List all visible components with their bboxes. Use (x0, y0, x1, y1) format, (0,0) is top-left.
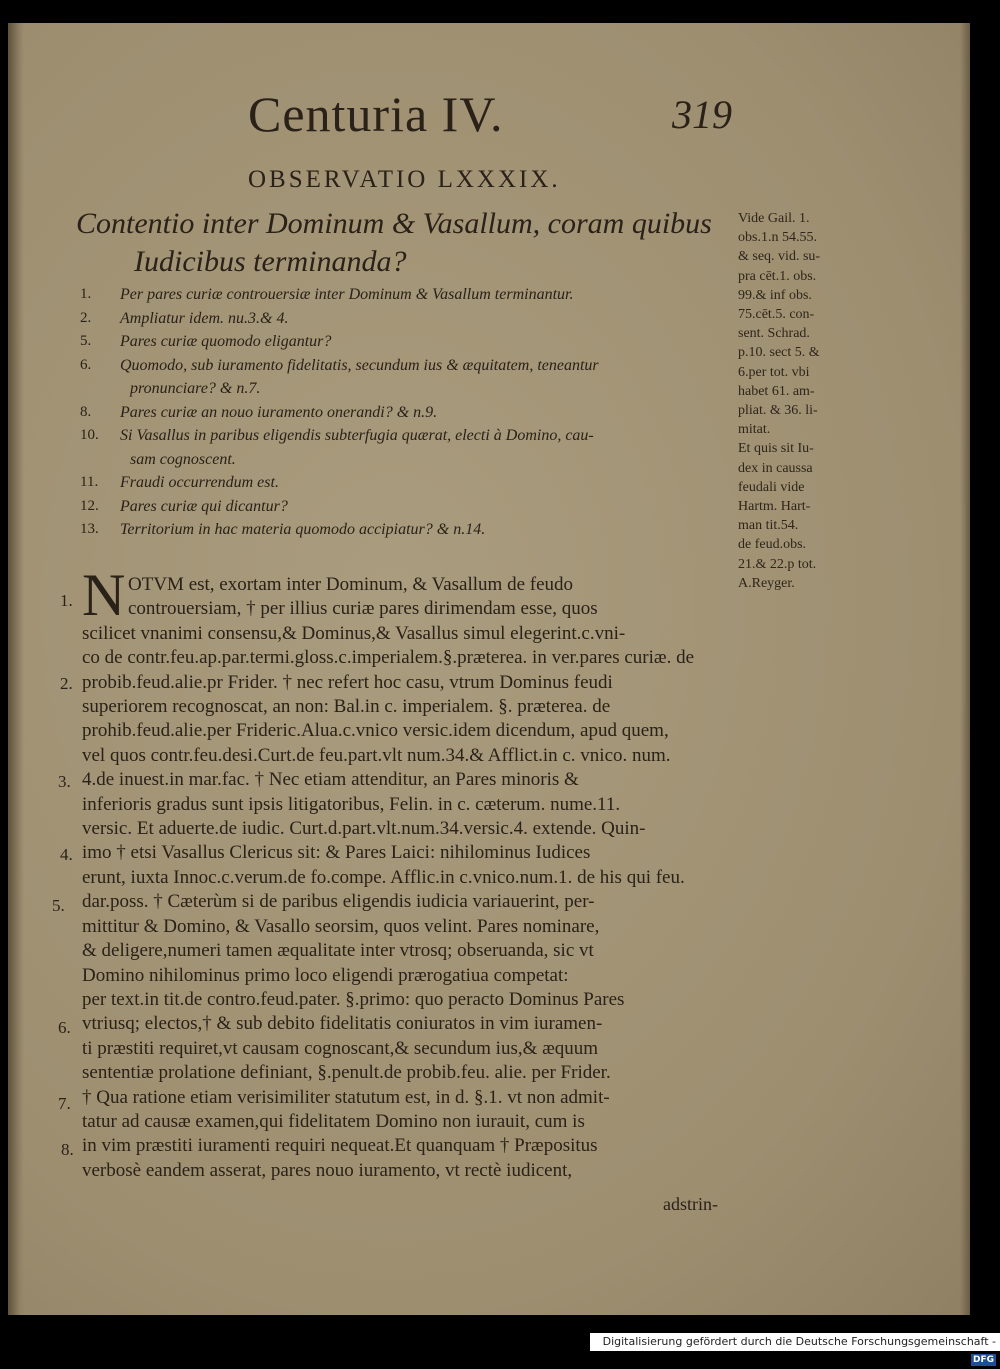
sidenote-line: 99.& inf obs. (738, 287, 812, 303)
body-line: vel quos contr.feu.desi.Curt.de feu.part.vlt num.34.& Afflict.in c. vnico. num. (82, 744, 671, 766)
margin-sidenote (738, 209, 850, 593)
body-line: † Qua ratione etiam verisimiliter statutum est, in d. §.1. vt non admit- (82, 1086, 610, 1108)
margin-number: 8. (61, 1140, 74, 1159)
summary-text: Pares curiæ qui dicantur? (120, 497, 288, 515)
summary-text: Fraudi occurrendum est. (120, 474, 279, 491)
body-line: prohib.feud.alie.per Frideric.Alua.c.vnico versic.idem dicendum, apud quem, (82, 720, 669, 742)
summary-text: Pares curiæ an nouo iuramento onerandi? & n.9. (120, 403, 438, 421)
body-line: 4.de inuest.in mar.fac. † Nec etiam attenditur, an Pares minoris & (82, 769, 579, 791)
margin-number: 4. (60, 845, 73, 864)
body-line: superiorem recognoscat, an non: Bal.in c. imperialem. §. præterea. de (82, 696, 611, 718)
summary-text: Quomodo, sub iuramento fidelitatis, secundum ius & æquitatem, teneantur (120, 356, 599, 374)
sidenote-line: pra cēt.1. obs. (738, 268, 817, 284)
body-line: verbosè eandem asserat, pares nouo iuramento, vt rectè iudicent, (82, 1159, 573, 1181)
sidenote-line: dex in caussa (738, 460, 813, 476)
sidenote-line: feudali vide (738, 479, 805, 495)
summary-number: 8. (80, 403, 92, 420)
body-line: mittitur & Domino, & Vasallo seorsim, quos velint. Pares nominare, (82, 915, 600, 937)
summary-item (80, 518, 740, 542)
summary-number: 2. (80, 309, 92, 326)
summary-item (80, 307, 740, 331)
summary-item (80, 330, 740, 354)
sidenote-line: Hartm. Hart- (738, 499, 811, 515)
margin-number: 3. (58, 772, 71, 791)
body-line: imo † etsi Vasallus Clericus sit: & Pares Laici: nihilominus Iudices (82, 842, 591, 864)
summary-item (80, 471, 740, 495)
sidenote-line: de feud.obs. (738, 537, 807, 553)
body-line: tatur ad causæ examen,qui fidelitatem Domino non iurauit, cum is (82, 1110, 585, 1132)
body-line: probib.feud.alie.pr Frider. † nec refert hoc casu, vtrum Dominus feudi (82, 671, 613, 693)
summary-number: 1. (80, 286, 92, 302)
sidenote-line: mitat. (738, 422, 771, 438)
summary-item (80, 424, 740, 471)
body-line: ti præstiti requiret,vt causam cognoscant,& secundum ius,& æquum (82, 1037, 599, 1059)
summary-text: sam cognoscent. (130, 450, 236, 468)
body-line: dar.poss. † Cæterùm si de paribus eligendis iudicia variauerint, per- (82, 891, 595, 913)
running-head-title: Centuria IV. (248, 86, 504, 142)
summary-list (80, 283, 740, 542)
margin-number: 2. (60, 674, 73, 693)
sidenote-line: Et quis sit Iu- (738, 441, 814, 457)
footer-text: Digitalisierung gefördert durch die Deutsche Forschungsgemeinschaft - (602, 1335, 996, 1348)
summary-item (80, 354, 740, 401)
sidenote-line: A.Reyger. (738, 575, 795, 591)
chapter-heading (76, 205, 746, 281)
summary-text: Pares curiæ quomodo eligantur? (120, 333, 332, 350)
summary-item (80, 401, 740, 425)
summary-text: Per pares curiæ controuersiæ inter Dominum & Vasallum terminantur. (120, 286, 574, 303)
margin-number: 1. (60, 591, 73, 610)
observatio-title: OBSERVATIO LXXXIX. (248, 166, 561, 193)
body-line: co de contr.feu.ap.par.termi.gloss.c.imperialem.§.præterea. in ver.pares curiæ. de (82, 647, 695, 669)
digitization-footer (590, 1333, 1000, 1365)
sidenote-line: 21.& 22.p tot. (738, 556, 817, 572)
body-line: erunt, iuxta Innoc.c.verum.de fo.compe. Afflic.in c.vnico.num.1. de his qui feu. (82, 866, 685, 888)
body-line: & deligere,numeri tamen æqualitate inter vtrosq; obseruanda, sic vt (82, 940, 594, 962)
body-line: sententiæ prolatione definiant, §.penult.de probib.feu. alie. per Frider. (82, 1062, 611, 1084)
dfg-logo-icon: DFG (972, 1355, 994, 1365)
body-line: vtriusq; electos,† & sub debito fidelitatis coniuratos in vim iuramen- (82, 1013, 603, 1035)
summary-number: 13. (80, 521, 99, 537)
summary-number: 5. (80, 333, 92, 349)
summary-text: Ampliatur idem. nu.3.& 4. (120, 309, 289, 327)
sidenote-line: 75.cēt.5. con- (738, 307, 815, 323)
sidenote-line: & seq. vid. su- (738, 249, 821, 265)
sidenote-line: sent. Schrad. (738, 326, 810, 342)
sidenote-line: habet 61. am- (738, 383, 815, 399)
chapter-heading-line: Iudicibus terminanda? (134, 245, 407, 278)
body-line: per text.in tit.de contro.feud.pater. §.primo: quo peracto Dominus Pares (82, 988, 625, 1010)
sidenote-line: man tit.54. (738, 518, 799, 534)
summary-text: pronunciare? & n.7. (130, 380, 261, 397)
summary-number: 12. (80, 497, 99, 514)
sidenote-line: obs.1.n 54.55. (738, 230, 817, 246)
sidenote-line: 6.per tot. vbi (738, 364, 810, 380)
drop-capital: N (82, 562, 126, 628)
margin-number: 7. (58, 1094, 71, 1113)
page-gutter-shadow (8, 23, 24, 1315)
body-line: Domino nihilominus primo loco eligendi prærogatiua competat: (82, 964, 569, 986)
sidenote-line: Vide Gail. 1. (738, 211, 810, 226)
margin-number: 6. (58, 1018, 71, 1037)
summary-text: Si Vasallus in paribus eligendis subterfugia quærat, electi à Domino, cau- (120, 427, 594, 444)
body-line: scilicet vnanimi consensu,& Dominus,& Vasallus simul elegerint.c.vni- (82, 622, 626, 644)
summary-number: 6. (80, 356, 92, 373)
body-line: OTVM est, exortam inter Dominum, & Vasallum de feudo (128, 574, 574, 595)
summary-text: Territorium in hac materia quomodo accipiatur? & n.14. (120, 521, 486, 538)
sidenote-line: pliat. & 36. li- (738, 403, 818, 419)
body-line: in vim præstiti iuramenti requiri nequeat.Et quanquam † Præpositus (82, 1135, 598, 1157)
summary-number: 11. (80, 474, 99, 490)
page-edge-shadow (960, 23, 970, 1315)
summary-item (80, 283, 740, 307)
body-line: controuersiam, † per illius curiæ pares dirimendam esse, quos (128, 598, 598, 620)
catchword: adstrin- (663, 1194, 718, 1214)
body-line: versic. Et aduerte.de iudic. Curt.d.part.vlt.num.34.versic.4. extende. Quin- (82, 818, 646, 840)
sidenote-line: p.10. sect 5. & (738, 345, 820, 361)
scanned-page (8, 23, 970, 1315)
summary-number: 10. (80, 427, 99, 443)
body-text (82, 573, 750, 1183)
summary-item (80, 495, 740, 519)
page-number: 319 (672, 92, 732, 137)
chapter-heading-line: Contentio inter Dominum & Vasallum, coram quibus (76, 207, 712, 240)
margin-number: 5. (52, 896, 65, 915)
body-line: inferioris gradus sunt ipsis litigatoribus, Felin. in c. cæterum. nume.11. (82, 793, 621, 815)
